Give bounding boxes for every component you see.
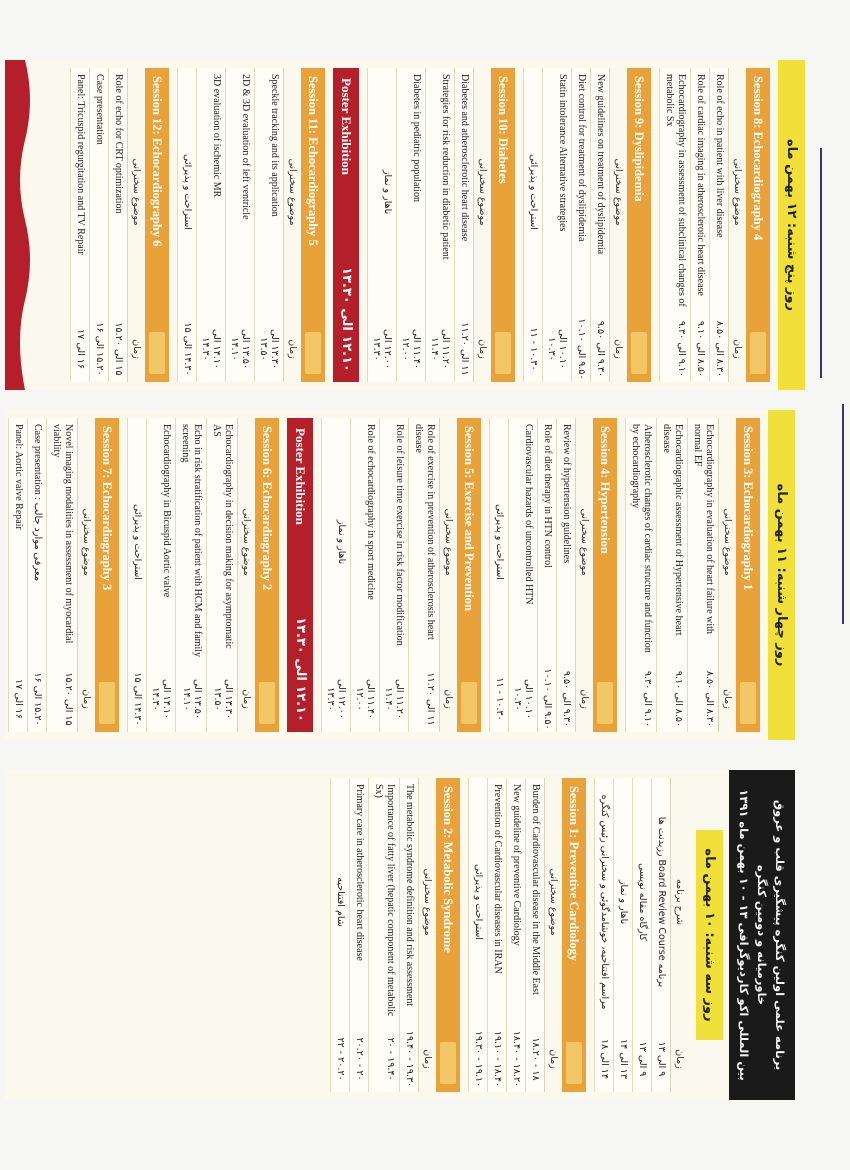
column-header	[418, 778, 436, 1092]
row-topic: Prevention of Cardiovascular diseases in IRAN	[492, 784, 503, 974]
poster-time: ۱۲.۱۰ الی ۱۳.۳۰	[293, 617, 308, 722]
title-accent	[149, 332, 165, 374]
row-topic: Echocardiographic assessment of Hypertensive heart disease	[661, 424, 684, 636]
table-row	[487, 778, 506, 1092]
table-row	[396, 68, 425, 382]
column-header	[77, 418, 95, 732]
row-topic: استراحت و پذیرائی	[132, 504, 143, 580]
col-topic: موضوع سخنرانی	[732, 158, 743, 226]
row-time: ۱۰.۳۰ - ۱۱	[528, 327, 539, 371]
session-title-text: Session 6: Echocardiography 2	[260, 426, 275, 591]
row-topic: Role of echocardiography in sport medicine	[365, 424, 376, 600]
row-time: ۱۱.۴۰ الی ۱۲.۰۰	[354, 679, 376, 719]
row-topic: Echocardiography in evaluation of heart failure with normal EF	[692, 424, 715, 634]
congress-title-line1: برنامه علمی اولین کنگره پیشگیری قلب و عروق خاورمیانه و دومین کنگره	[755, 799, 787, 1071]
col-time: زمان	[579, 689, 590, 709]
col-topic: موضوع سخنرانی	[131, 158, 142, 226]
table-row	[177, 68, 196, 382]
row-time: ۹.۳۰ الی ۹.۵۰	[595, 320, 606, 378]
congress-title	[729, 770, 795, 1100]
row-topic: Primary care in atherosclerotic heart disease	[354, 784, 365, 961]
session-title-text: Session 1: Preventive Cardiology	[567, 786, 582, 962]
table-row	[594, 778, 613, 1092]
row-time: ۱۲.۰۰ الی ۱۳.۳۰	[325, 679, 347, 719]
table-row	[196, 68, 225, 382]
row-topic: Strategies for risk reduction in diabetic patient	[440, 74, 451, 260]
session-title-text: Session 4: Hypertension	[598, 426, 613, 554]
table-row	[108, 68, 127, 382]
session-title	[562, 778, 586, 1092]
table-row	[590, 68, 609, 382]
row-time: ۱۸ - ۱۸.۲۰	[530, 1037, 541, 1081]
session-block	[468, 778, 586, 1092]
col-topic: موضوع سخنرانی	[579, 508, 590, 576]
row-topic: Case presentation	[94, 74, 105, 145]
divider-line	[820, 148, 822, 378]
row-topic: کارگاه مقاله نویسی	[637, 863, 648, 941]
row-time: ۱۲.۰۰ الی ۱۳.۳۰	[371, 329, 393, 369]
col-topic: موضوع سخنرانی	[422, 868, 433, 936]
row-time: ۱۴.۱۰ الی ۱۴.۳۰	[150, 679, 172, 719]
table-row	[625, 418, 656, 732]
table-row	[709, 68, 728, 382]
session-title-text: Session 12: Echocardiography 6	[150, 76, 165, 247]
row-topic: Diabetes and atherosclerotic heart disease	[459, 74, 470, 242]
table-row	[556, 418, 575, 732]
column-header	[473, 68, 491, 382]
poster-label: Poster Exhibition	[293, 428, 308, 525]
row-topic: Echocardiography in decision making for asymptomatic AS	[211, 424, 234, 649]
row-time: ۹.۳۰ الی ۹.۵۰	[561, 670, 572, 728]
col-topic: موضوع سخنرانی	[477, 158, 488, 226]
column-header	[127, 68, 145, 382]
panel-body	[70, 60, 770, 390]
row-topic: مراسم افتتاحیه، خوشامدگوئی و سخنرانی رئیس کنگره	[599, 794, 610, 1010]
table-row	[408, 418, 439, 732]
panel-wednesday	[5, 410, 795, 740]
row-topic: استراحت و پذیرائی	[494, 504, 505, 580]
row-time: ۹.۵۰ الی ۱۰.۱۰	[576, 318, 587, 380]
row-time: ۸.۵۰ الی ۹.۱۰	[673, 670, 684, 728]
col-topic: موضوع سخنرانی	[81, 508, 92, 576]
session-block	[8, 418, 119, 732]
row-time: ۱۵ الی ۱۵.۲۰	[113, 322, 124, 376]
row-topic: Review of hypertension guidelines	[561, 424, 572, 564]
row-topic: ناهار و نماز	[382, 169, 393, 215]
panel-tuesday	[5, 770, 795, 1100]
session-block	[321, 418, 481, 732]
col-time: زمان	[287, 339, 298, 359]
table-row	[321, 418, 350, 732]
row-time: ۲۰.۲۰ - ۲۲	[335, 1037, 346, 1081]
table-row	[70, 68, 89, 382]
title-accent	[750, 332, 766, 374]
session-block	[367, 68, 515, 382]
title-accent	[566, 1042, 582, 1084]
column-header	[670, 778, 688, 1092]
pre-program	[594, 778, 688, 1092]
poster-exhibition-bar	[287, 418, 313, 732]
session-title	[301, 68, 325, 382]
table-row	[542, 68, 571, 382]
row-time: ۱۰.۳۰ - ۱۱	[494, 677, 505, 721]
title-accent	[461, 682, 477, 724]
row-topic: Burden of Cardiovascular disease in the Middle East	[530, 784, 541, 995]
row-time: ۱۶ الی ۱۷	[13, 679, 24, 719]
table-row	[350, 418, 379, 732]
table-row	[368, 778, 399, 1092]
row-topic: The metabolic syndrome definition and risk assessment	[404, 784, 415, 1007]
row-time: ۱۱.۲۰ الی ۱۱.۴۰	[429, 329, 451, 369]
panel-body	[330, 770, 586, 1100]
column-header	[439, 418, 457, 732]
table-row	[508, 418, 537, 732]
table-row	[46, 418, 77, 732]
row-time: ۱۹.۳۰ - ۱۹.۴۰	[404, 1030, 415, 1088]
poster-time: ۱۲.۱۰ الی ۱۳.۳۰	[339, 267, 354, 372]
row-time: ۲۰ - ۲۰.۲۰	[354, 1037, 365, 1081]
row-time: ۱۴.۱۰ الی ۱۴.۳۰	[200, 329, 222, 369]
title-accent	[305, 332, 321, 374]
row-topic: Role of echo for CRT optimization	[113, 74, 124, 214]
col-time: زمان	[477, 339, 488, 359]
row-topic: Statin intolerance Alternative strategies	[557, 74, 568, 232]
row-time: ۱۳.۵۰ الی ۱۴.۱۰	[181, 679, 203, 719]
session-title-text: Session 7: Echocardiography 3	[100, 426, 115, 591]
title-accent	[440, 1042, 456, 1084]
session-title	[457, 418, 481, 732]
session-block	[625, 418, 760, 732]
table-row	[525, 778, 544, 1092]
row-time: ۱۵.۲۰ الی ۱۶	[32, 672, 43, 726]
row-topic: ناهار و نماز	[336, 519, 347, 565]
row-time: ۱۱ الی ۱۱.۲۰	[459, 322, 470, 376]
col-topic: موضوع سخنرانی	[722, 508, 733, 576]
table-row	[349, 778, 368, 1092]
table-row	[613, 778, 632, 1092]
row-time: ۱۳.۳۰ الی ۱۳.۵۰	[258, 329, 280, 369]
row-time: ۱۶ الی ۱۷	[75, 329, 86, 369]
session-title-text: Session 8: Echocardiography 4	[751, 76, 766, 241]
row-topic: Atherosclerotic changes of cardiac structure and function by echocardiography	[630, 424, 653, 653]
col-time: زمان	[443, 689, 454, 709]
table-row	[127, 418, 146, 732]
session-title-text: Session 11: Echocardiography 5	[306, 76, 321, 246]
row-topic: Role of exercise in prevention of atherosclerosis heart disease	[413, 424, 436, 640]
session-title-text: Session 9: Dyslipidemia	[632, 76, 647, 202]
row-time: ۸.۳۰ الی ۸.۵۰	[704, 670, 715, 728]
column-header	[544, 778, 562, 1092]
table-row	[254, 68, 283, 382]
row-topic: Panel: Aortic valve Repair	[13, 424, 24, 530]
table-row	[468, 778, 487, 1092]
session-title	[736, 418, 760, 732]
row-time: ۸.۳۰ الی ۸.۵۰	[714, 320, 725, 378]
title-accent	[740, 682, 756, 724]
row-time: ۱۵ الی ۱۵.۲۰	[63, 672, 74, 726]
col-time: زمان	[548, 1049, 559, 1069]
row-topic: Role of echo in patient with liver disease	[714, 74, 725, 238]
row-topic: Echocardiography in assessment of subclinical changes of metabolic Sx	[664, 74, 687, 307]
col-time: زمان	[613, 339, 624, 359]
row-topic: Role of leisure time exercise in risk factor modification	[394, 424, 405, 646]
col-time: زمان	[241, 689, 252, 709]
row-topic: New guideline of preventive Cardiology	[511, 784, 522, 946]
row-time: ۱۳.۵۰ الی ۱۴.۱۰	[229, 329, 251, 369]
row-time: ۱۰.۱۰ الی ۱۰.۳۰	[512, 679, 534, 719]
panel-thursday	[5, 60, 805, 390]
title-accent	[631, 332, 647, 374]
title-accent	[99, 682, 115, 724]
row-topic: Cardiovascular hazards of uncontrolled HTN	[523, 424, 534, 605]
row-time: ۹.۱۰ الی ۹.۳۰	[642, 670, 653, 728]
col-time: زمان	[81, 689, 92, 709]
table-row	[89, 68, 108, 382]
session-block	[177, 68, 325, 382]
row-topic: شام افتتاحیه	[335, 877, 346, 927]
session-block	[659, 68, 770, 382]
day-header: روز چهار شنبه: ۱۱ بهمن ماه	[768, 410, 795, 740]
row-topic: برنامه Board Review Course رزیدنت ها	[656, 816, 667, 988]
row-topic: Diabetes in pediatric population	[411, 74, 422, 203]
row-topic: Role of cardiac imaging in atherosclerotic heart disease	[695, 74, 706, 296]
row-time: ۱۱.۲۰ الی ۱۱.۴۰	[383, 679, 405, 719]
column-header	[283, 68, 301, 382]
session-block	[70, 68, 169, 382]
poster-label: Poster Exhibition	[339, 78, 354, 175]
row-topic: Importance of fatty liver (hepatic component of metabolic Sx)	[373, 784, 396, 1017]
session-block	[127, 418, 279, 732]
row-time: ۱۳.۳۰ الی ۱۳.۵۰	[212, 679, 234, 719]
table-row	[651, 778, 670, 1092]
table-row	[506, 778, 525, 1092]
row-time: ۱۴.۳۰ الی ۱۵	[182, 322, 193, 376]
session-title	[746, 68, 770, 382]
session-block	[330, 778, 460, 1092]
row-time: ۱۸.۲۰ - ۱۸.۴۰	[511, 1030, 522, 1088]
table-row	[690, 68, 709, 382]
col-time: زمان	[422, 1049, 433, 1069]
row-time: ۹ الی ۱۳	[656, 1041, 667, 1077]
row-time: ۱۸.۴۰ - ۱۹.۱۰	[492, 1030, 503, 1088]
row-time: ۹.۵۰ الی ۱۰.۱۰	[542, 668, 553, 730]
col-topic: شرح برنامه	[674, 879, 685, 925]
table-row	[687, 418, 718, 732]
table-row	[146, 418, 175, 732]
table-row	[367, 68, 396, 382]
row-topic: Novel imaging modalities in assessment of myocardial viability	[51, 424, 74, 644]
table-row	[379, 418, 408, 732]
table-row	[175, 418, 206, 732]
table-row	[632, 778, 651, 1092]
table-row	[659, 68, 690, 382]
table-row	[399, 778, 418, 1092]
session-title	[491, 68, 515, 382]
row-topic: Speckle tracking and its application	[269, 74, 280, 217]
col-topic: موضوع سخنرانی	[443, 508, 454, 576]
title-accent	[259, 682, 275, 724]
row-topic: استراحت و پذیرائی	[182, 154, 193, 230]
col-topic: موضوع سخنرانی	[241, 508, 252, 576]
table-row	[656, 418, 687, 732]
title-accent	[597, 682, 613, 724]
divider-line	[842, 404, 844, 624]
day-header: روز سه شنبه: ۱۰ بهمن ماه	[696, 830, 723, 1040]
table-row	[27, 418, 46, 732]
col-topic: موضوع سخنرانی	[613, 158, 624, 226]
row-topic: Panel: Tricuspid regurgitation and TV Repair	[75, 74, 86, 255]
row-time: ۹.۱۰ الی ۹.۳۰	[676, 320, 687, 378]
col-time: زمان	[722, 689, 733, 709]
row-time: ۱۳ الی ۱۴	[618, 1039, 629, 1079]
row-time: ۱۰.۱۰ الی ۱۰.۳۰	[546, 329, 568, 369]
row-time: ۱۵.۲۰ الی ۱۶	[94, 322, 105, 376]
row-topic: 3D evaluation of ischemic MR	[211, 74, 222, 198]
row-topic: New guidelines on treatment of dyslipidemia	[595, 74, 606, 255]
poster-exhibition-bar	[333, 68, 359, 382]
congress-title-line2: بین المللی اکو کاردیوگرافی ۱۳ - ۱۰ بهمن ماه ۱۳۹۱	[737, 789, 751, 1081]
session-block	[489, 418, 617, 732]
session-title	[593, 418, 617, 732]
row-time: ۱۱.۴۰ الی ۱۲.۰۰	[400, 329, 422, 369]
col-time: زمان	[674, 1049, 685, 1069]
row-time: ۱۹.۱۰ - ۱۹.۳۰	[473, 1030, 484, 1088]
column-header	[237, 418, 255, 732]
row-time: ۱۴ الی ۱۸	[599, 1039, 610, 1079]
day-header: روز پنج شنبه: ۱۲ بهمن ماه	[778, 60, 805, 390]
session-block	[523, 68, 651, 382]
table-row	[537, 418, 556, 732]
session-title	[627, 68, 651, 382]
row-topic: استراحت و پذیرائی	[473, 864, 484, 940]
column-header	[728, 68, 746, 382]
row-topic: ناهار و نماز	[618, 879, 629, 925]
table-row	[489, 418, 508, 732]
table-row	[330, 778, 349, 1092]
table-row	[454, 68, 473, 382]
table-row	[8, 418, 27, 732]
column-header	[575, 418, 593, 732]
table-row	[425, 68, 454, 382]
session-title	[95, 418, 119, 732]
column-header	[609, 68, 627, 382]
row-time: ۱۱ الی ۱۱.۲۰	[425, 672, 436, 726]
col-time: زمان	[732, 339, 743, 359]
session-title	[436, 778, 460, 1092]
row-topic: 2D & 3D evaluation of left ventricle	[240, 74, 251, 220]
row-time: ۱۹.۴۰ - ۲۰	[385, 1037, 396, 1081]
column-header	[718, 418, 736, 732]
session-title	[255, 418, 279, 732]
row-time: ۸.۵۰ الی ۹.۱۰	[695, 320, 706, 378]
row-topic: Diet control for treatment of dyslipidemia	[576, 74, 587, 242]
session-title-text: Session 3: Echocardiography 1	[741, 426, 756, 591]
row-topic: استراحت و پذیرائی	[528, 154, 539, 230]
session-title-text: Session 5: Exercise and Prevention	[462, 426, 477, 611]
table-row	[571, 68, 590, 382]
wave-decoration	[5, 60, 35, 390]
row-topic: Case presentation : معرفی موارد جالب	[32, 424, 43, 582]
session-title-text: Session 2: Metabolic Syndrome	[441, 786, 456, 953]
row-topic: Echo in risk stratification of patient with HCM and family screening	[180, 424, 203, 658]
col-topic: موضوع سخنرانی	[548, 868, 559, 936]
panel-body	[8, 410, 760, 740]
table-row	[206, 418, 237, 732]
row-topic: Echocardiography in Bicuspid Aortic valve	[161, 424, 172, 598]
title-accent	[495, 332, 511, 374]
row-time: ۹ الی ۱۳	[637, 1041, 648, 1077]
table-row	[523, 68, 542, 382]
session-title-text: Session 10: Diabetes	[496, 76, 511, 184]
row-topic: Role of diet therapy in HTN control	[542, 424, 553, 568]
session-title	[145, 68, 169, 382]
col-topic: موضوع سخنرانی	[287, 158, 298, 226]
pre-rows	[594, 778, 670, 1092]
row-time: ۱۴.۳۰ الی ۱۵	[132, 672, 143, 726]
col-time: زمان	[131, 339, 142, 359]
table-row	[225, 68, 254, 382]
